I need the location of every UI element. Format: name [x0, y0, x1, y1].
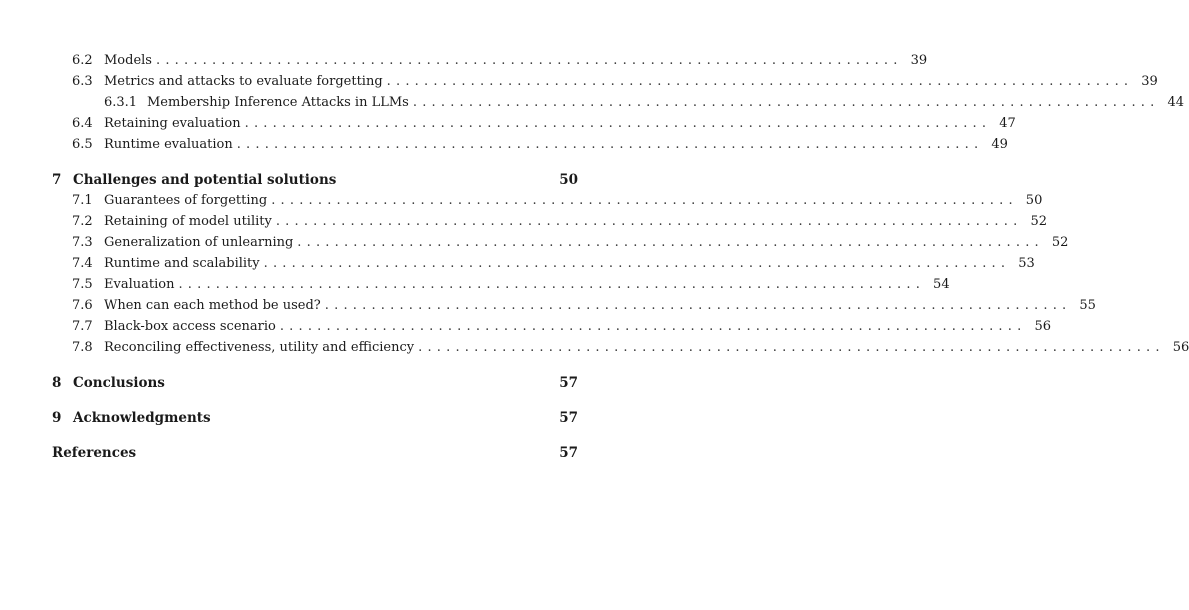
toc-chapter-entry	[52, 374, 578, 392]
toc-section-entry	[72, 339, 1189, 357]
toc-chapter-entry	[52, 444, 578, 462]
toc-leader-dots: ................................................................................	[418, 340, 1165, 355]
toc-page-number: 56	[1034, 319, 1051, 334]
toc-leader-dots: ................................................................................	[236, 137, 984, 152]
toc-entry-title: Runtime evaluation	[104, 136, 237, 154]
toc-leader-dots: ................................................................................	[412, 95, 1160, 110]
toc-entry-number: 7.4	[72, 256, 93, 271]
toc-page-number: 57	[559, 375, 578, 391]
toc-entry-number: 8	[52, 375, 62, 391]
toc-page-number: 39	[910, 53, 928, 68]
toc-leader-dots: ................................................................................	[275, 214, 1023, 229]
toc-page-number: 54	[933, 277, 950, 292]
toc-page-number: 52	[1051, 235, 1069, 250]
toc-leader-dots: ................................................................................	[297, 235, 1044, 250]
toc-leader-dots: ................................................................................	[178, 277, 926, 292]
toc-leader-dots: ................................................................................	[324, 298, 1072, 313]
toc-leader-dots: ................................................................................	[155, 53, 903, 68]
toc-section-entry	[72, 234, 1069, 252]
toc-section-entry	[72, 255, 1035, 273]
toc-chapter-entry	[52, 409, 578, 427]
toc-entry-title: Black-box access scenario	[104, 318, 280, 336]
toc-page-number: 53	[1018, 256, 1035, 271]
toc-entry-title: Runtime and scalability	[104, 255, 264, 273]
toc-entry-number: 6.4	[72, 116, 93, 131]
toc-section-entry	[72, 213, 1047, 231]
toc-page-number: 49	[991, 137, 1008, 152]
toc-section-entry	[72, 136, 1008, 154]
toc-page-number: 57	[559, 445, 578, 461]
toc-entry-number: 6.3.1	[104, 95, 138, 110]
toc-entry-title: Models	[104, 52, 156, 70]
toc-leader-dots: ................................................................................	[279, 319, 1027, 334]
toc-entry-number: 7.7	[72, 319, 93, 334]
toc-leader-dots: ................................................................................	[386, 74, 1134, 89]
toc-leader-dots: ................................................................................	[271, 193, 1018, 208]
toc-entry-title: Retaining evaluation	[104, 115, 245, 133]
toc-entry-number: 6.3	[72, 74, 93, 89]
toc-section-entry	[72, 73, 1158, 91]
toc-entry-title: Conclusions	[73, 375, 165, 391]
toc-entry-number: 7.5	[72, 277, 93, 292]
toc-entry-number: 7.6	[72, 298, 93, 313]
toc-entry-title: Membership Inference Attacks in LLMs	[147, 94, 413, 112]
toc-entry-title: Retaining of model utility	[104, 213, 276, 231]
toc-page-number: 57	[559, 410, 578, 426]
toc-entry-title: References	[52, 445, 137, 461]
toc-entry-title: Metrics and attacks to evaluate forgetting	[104, 73, 387, 91]
toc-entry-number: 7.2	[72, 214, 93, 229]
toc-page-number: 39	[1141, 74, 1158, 89]
toc-section-entry	[72, 318, 1051, 336]
toc-entry-title: Challenges and potential solutions	[73, 172, 337, 188]
toc-section-entry	[72, 52, 928, 70]
toc-page-number: 50	[559, 172, 578, 188]
toc-section-entry	[72, 276, 950, 294]
toc-page-number: 55	[1079, 298, 1096, 313]
toc-entry-title: Evaluation	[104, 276, 178, 294]
toc-entry-number: 6.2	[72, 53, 93, 68]
toc-entry-title: Acknowledgments	[73, 410, 211, 426]
toc-entry-number: 7.3	[72, 235, 93, 250]
toc-page-number: 52	[1030, 214, 1047, 229]
toc-entry-title: When can each method be used?	[104, 297, 325, 315]
toc-entry-number: 6.5	[72, 137, 93, 152]
toc-entry-title: Reconciling effectiveness, utility and efficiency	[104, 339, 418, 357]
toc-section-entry	[72, 115, 1016, 133]
toc-section-entry	[72, 192, 1043, 210]
toc-entry-number: 7	[52, 172, 62, 188]
toc-entry-number: 7.8	[72, 340, 93, 355]
toc-leader-dots: ................................................................................	[263, 256, 1011, 271]
toc-entry-number: 7.1	[72, 193, 93, 208]
toc-section-entry	[72, 297, 1096, 315]
toc-page-number: 44	[1167, 95, 1184, 110]
toc-entry-title: Generalization of unlearning	[104, 234, 297, 252]
toc-page-number: 56	[1172, 340, 1189, 355]
toc-page-number: 47	[999, 116, 1016, 131]
toc-section-entry	[104, 94, 1184, 112]
toc-entry-title: Guarantees of forgetting	[104, 192, 271, 210]
toc-chapter-entry	[52, 171, 578, 189]
toc-entry-number: 9	[52, 410, 62, 426]
toc-leader-dots: ................................................................................	[244, 116, 992, 131]
toc-page-number: 50	[1025, 193, 1043, 208]
